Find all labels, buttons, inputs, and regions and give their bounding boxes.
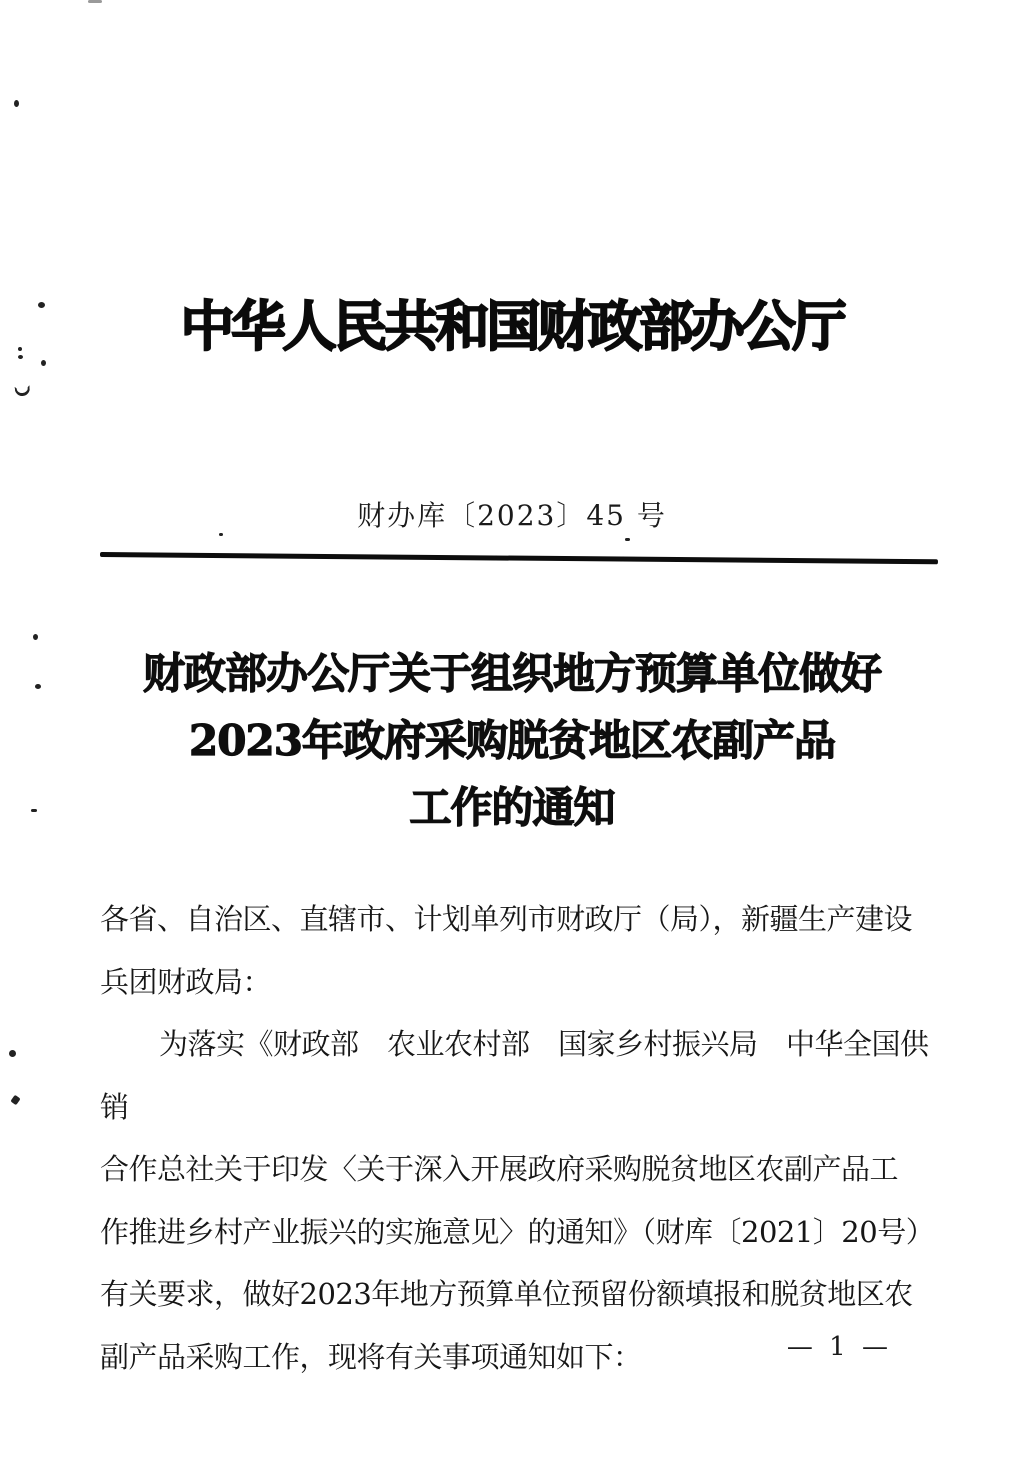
- body-line: 副产品采购工作，现将有关事项通知如下：: [100, 1339, 642, 1374]
- body-line: 合作总社关于印发〈关于深入开展政府采购脱贫地区农副产品工: [100, 1152, 899, 1186]
- document-title-line-2: 2023年政府采购脱贫地区农副产品: [189, 716, 835, 765]
- document-title-line-3: 工作的通知: [409, 783, 615, 832]
- scan-speck: [88, 0, 102, 3]
- document-number: 财办库〔2023〕45 号: [357, 499, 667, 532]
- body-line: 作推进乡村产业振兴的实施意见〉的通知》（财库〔2021〕20号）: [100, 1214, 935, 1249]
- salutation-line: 兵团财政局：: [100, 964, 272, 999]
- scan-speck: [14, 100, 19, 107]
- scan-speck: [10, 1095, 20, 1106]
- salutation-line: 各省、自治区、直辖市、计划单列市财政厅（局），新疆生产建设: [100, 902, 913, 936]
- scan-speck: [9, 1050, 16, 1057]
- header-divider-rule: [100, 552, 938, 564]
- document-title: [0, 640, 1024, 841]
- body-line: 有关要求，做好2023年地方预算单位预留份额填报和脱贫地区农: [100, 1277, 913, 1311]
- page-number: — 1 —: [786, 1332, 892, 1362]
- scan-speck: [15, 385, 31, 397]
- document-body: [100, 888, 946, 1388]
- body-line: 为落实《财政部 农业农村部 国家乡村振兴局 中华全国供销: [100, 1027, 929, 1124]
- document-title-line-1: 财政部办公厅关于组织地方预算单位做好: [142, 649, 881, 698]
- letterhead-title: 中华人民共和国财政部办公厅: [180, 294, 844, 358]
